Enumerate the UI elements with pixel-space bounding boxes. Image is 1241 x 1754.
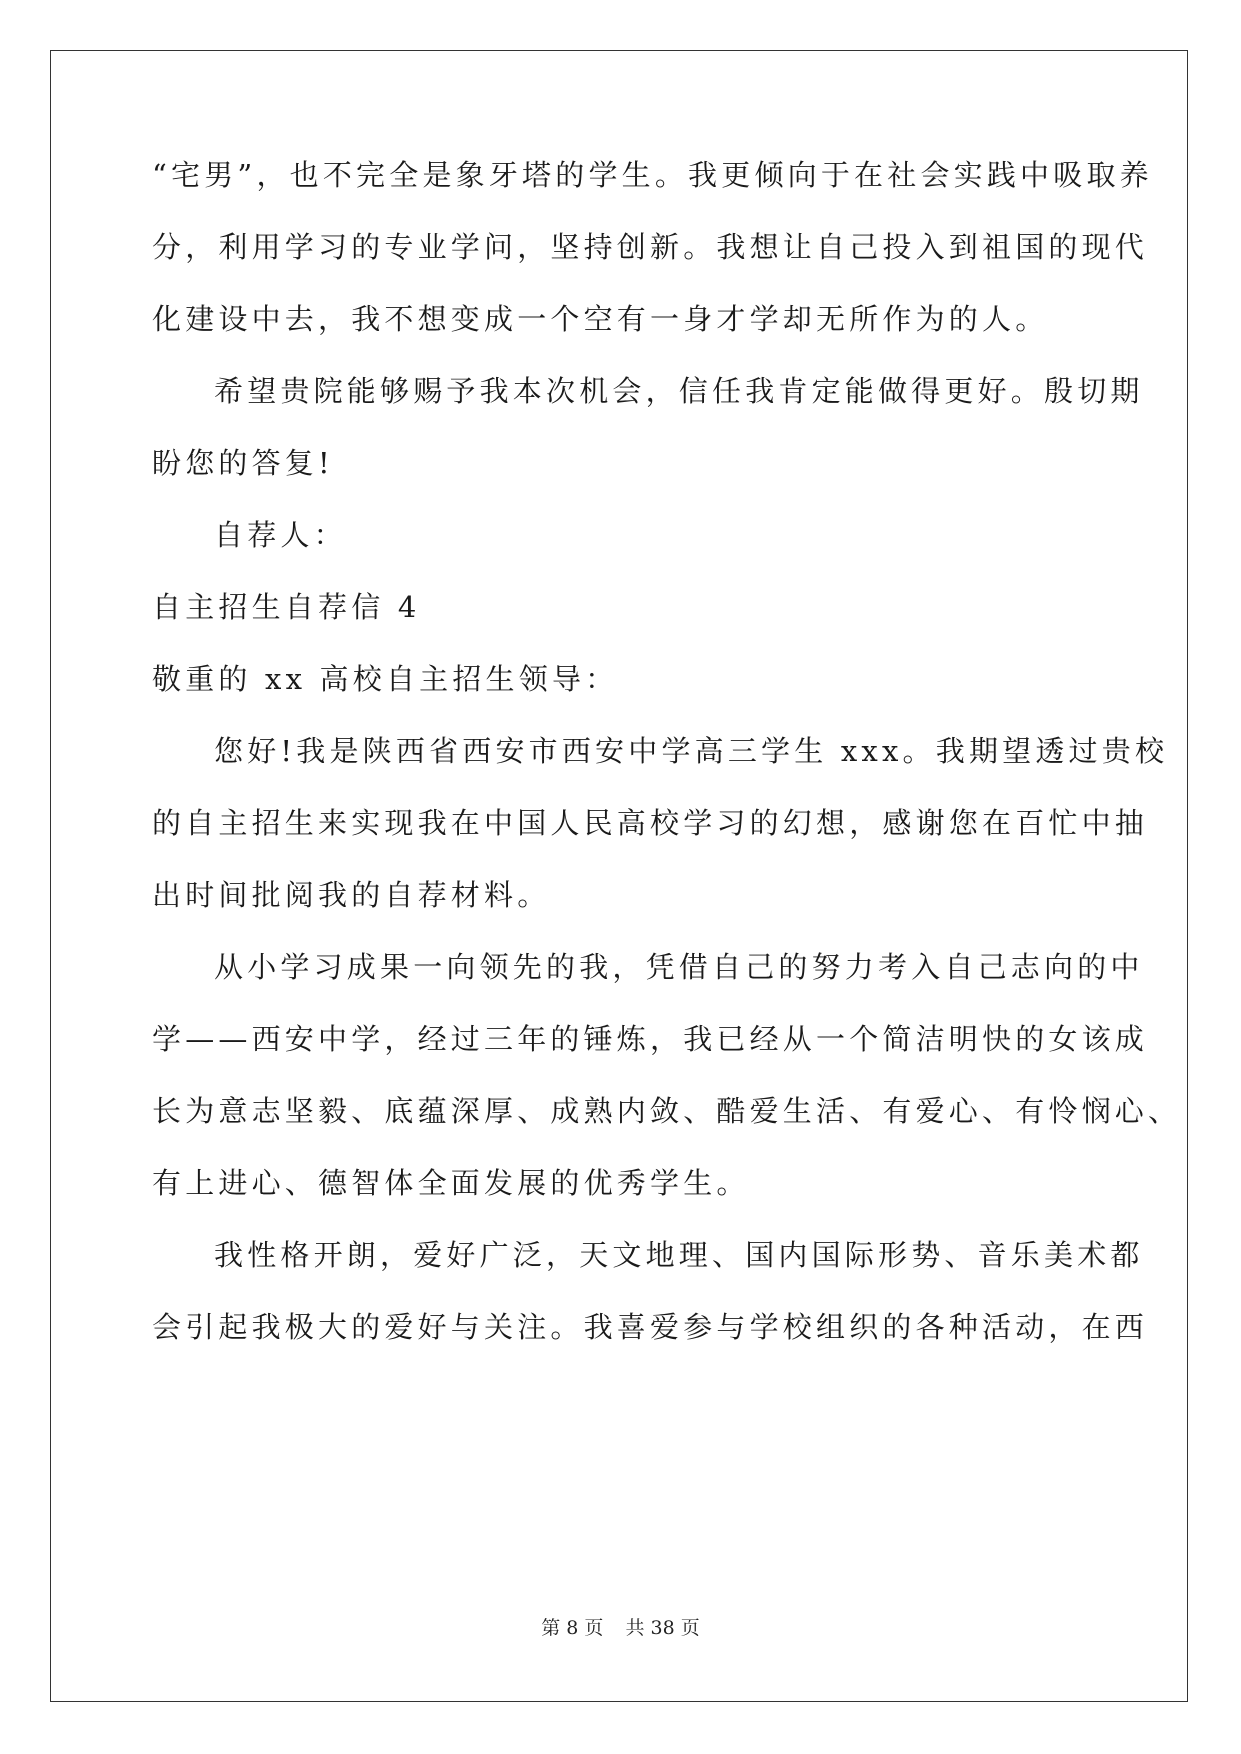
text-line: 化建设中去，我不想变成一个空有一身才学却无所作为的人。: [152, 302, 1049, 336]
text-line: 从小学习成果一向领先的我，凭借自己的努力考入自己志向的中: [214, 950, 1144, 984]
text-line: 长为意志坚毅、底蕴深厚、成熟内敛、酷爱生活、有爱心、有怜悯心、: [152, 1094, 1182, 1128]
text-line: 盼您的答复!: [152, 446, 334, 480]
text-line: 出时间批阅我的自荐材料。: [152, 878, 551, 912]
page-footer: [0, 1616, 1241, 1640]
salutation: 敬重的 xx 高校自主招生领导：: [152, 662, 619, 696]
text-line: 会引起我极大的爱好与关注。我喜爱参与学校组织的各种活动，在西: [152, 1310, 1149, 1344]
section-heading: 自主招生自荐信 4: [152, 590, 421, 624]
page-number: 第 8 页: [541, 1617, 604, 1639]
text-line: 希望贵院能够赐予我本次机会，信任我肯定能做得更好。殷切期: [214, 374, 1144, 408]
text-line: 分，利用学习的专业学问，坚持创新。我想让自己投入到祖国的现代: [152, 230, 1149, 264]
text-line: 有上进心、德智体全面发展的优秀学生。: [152, 1166, 750, 1200]
page-border: [50, 50, 1188, 1702]
text-line: 学——西安中学，经过三年的锤炼，我已经从一个简洁明快的女该成: [152, 1022, 1149, 1056]
text-line: 您好!我是陕西省西安市西安中学高三学生 xxx。我期望透过贵校: [214, 734, 1169, 768]
text-line: 我性格开朗，爱好广泛，天文地理、国内国际形势、音乐美术都: [214, 1238, 1144, 1272]
signature-label: 自荐人：: [214, 518, 347, 552]
text-line: “宅男”，也不完全是象牙塔的学生。我更倾向于在社会实践中吸取养: [152, 158, 1153, 192]
page-total: 共 38 页: [625, 1617, 700, 1639]
text-line: 的自主招生来实现我在中国人民高校学习的幻想，感谢您在百忙中抽: [152, 806, 1149, 840]
